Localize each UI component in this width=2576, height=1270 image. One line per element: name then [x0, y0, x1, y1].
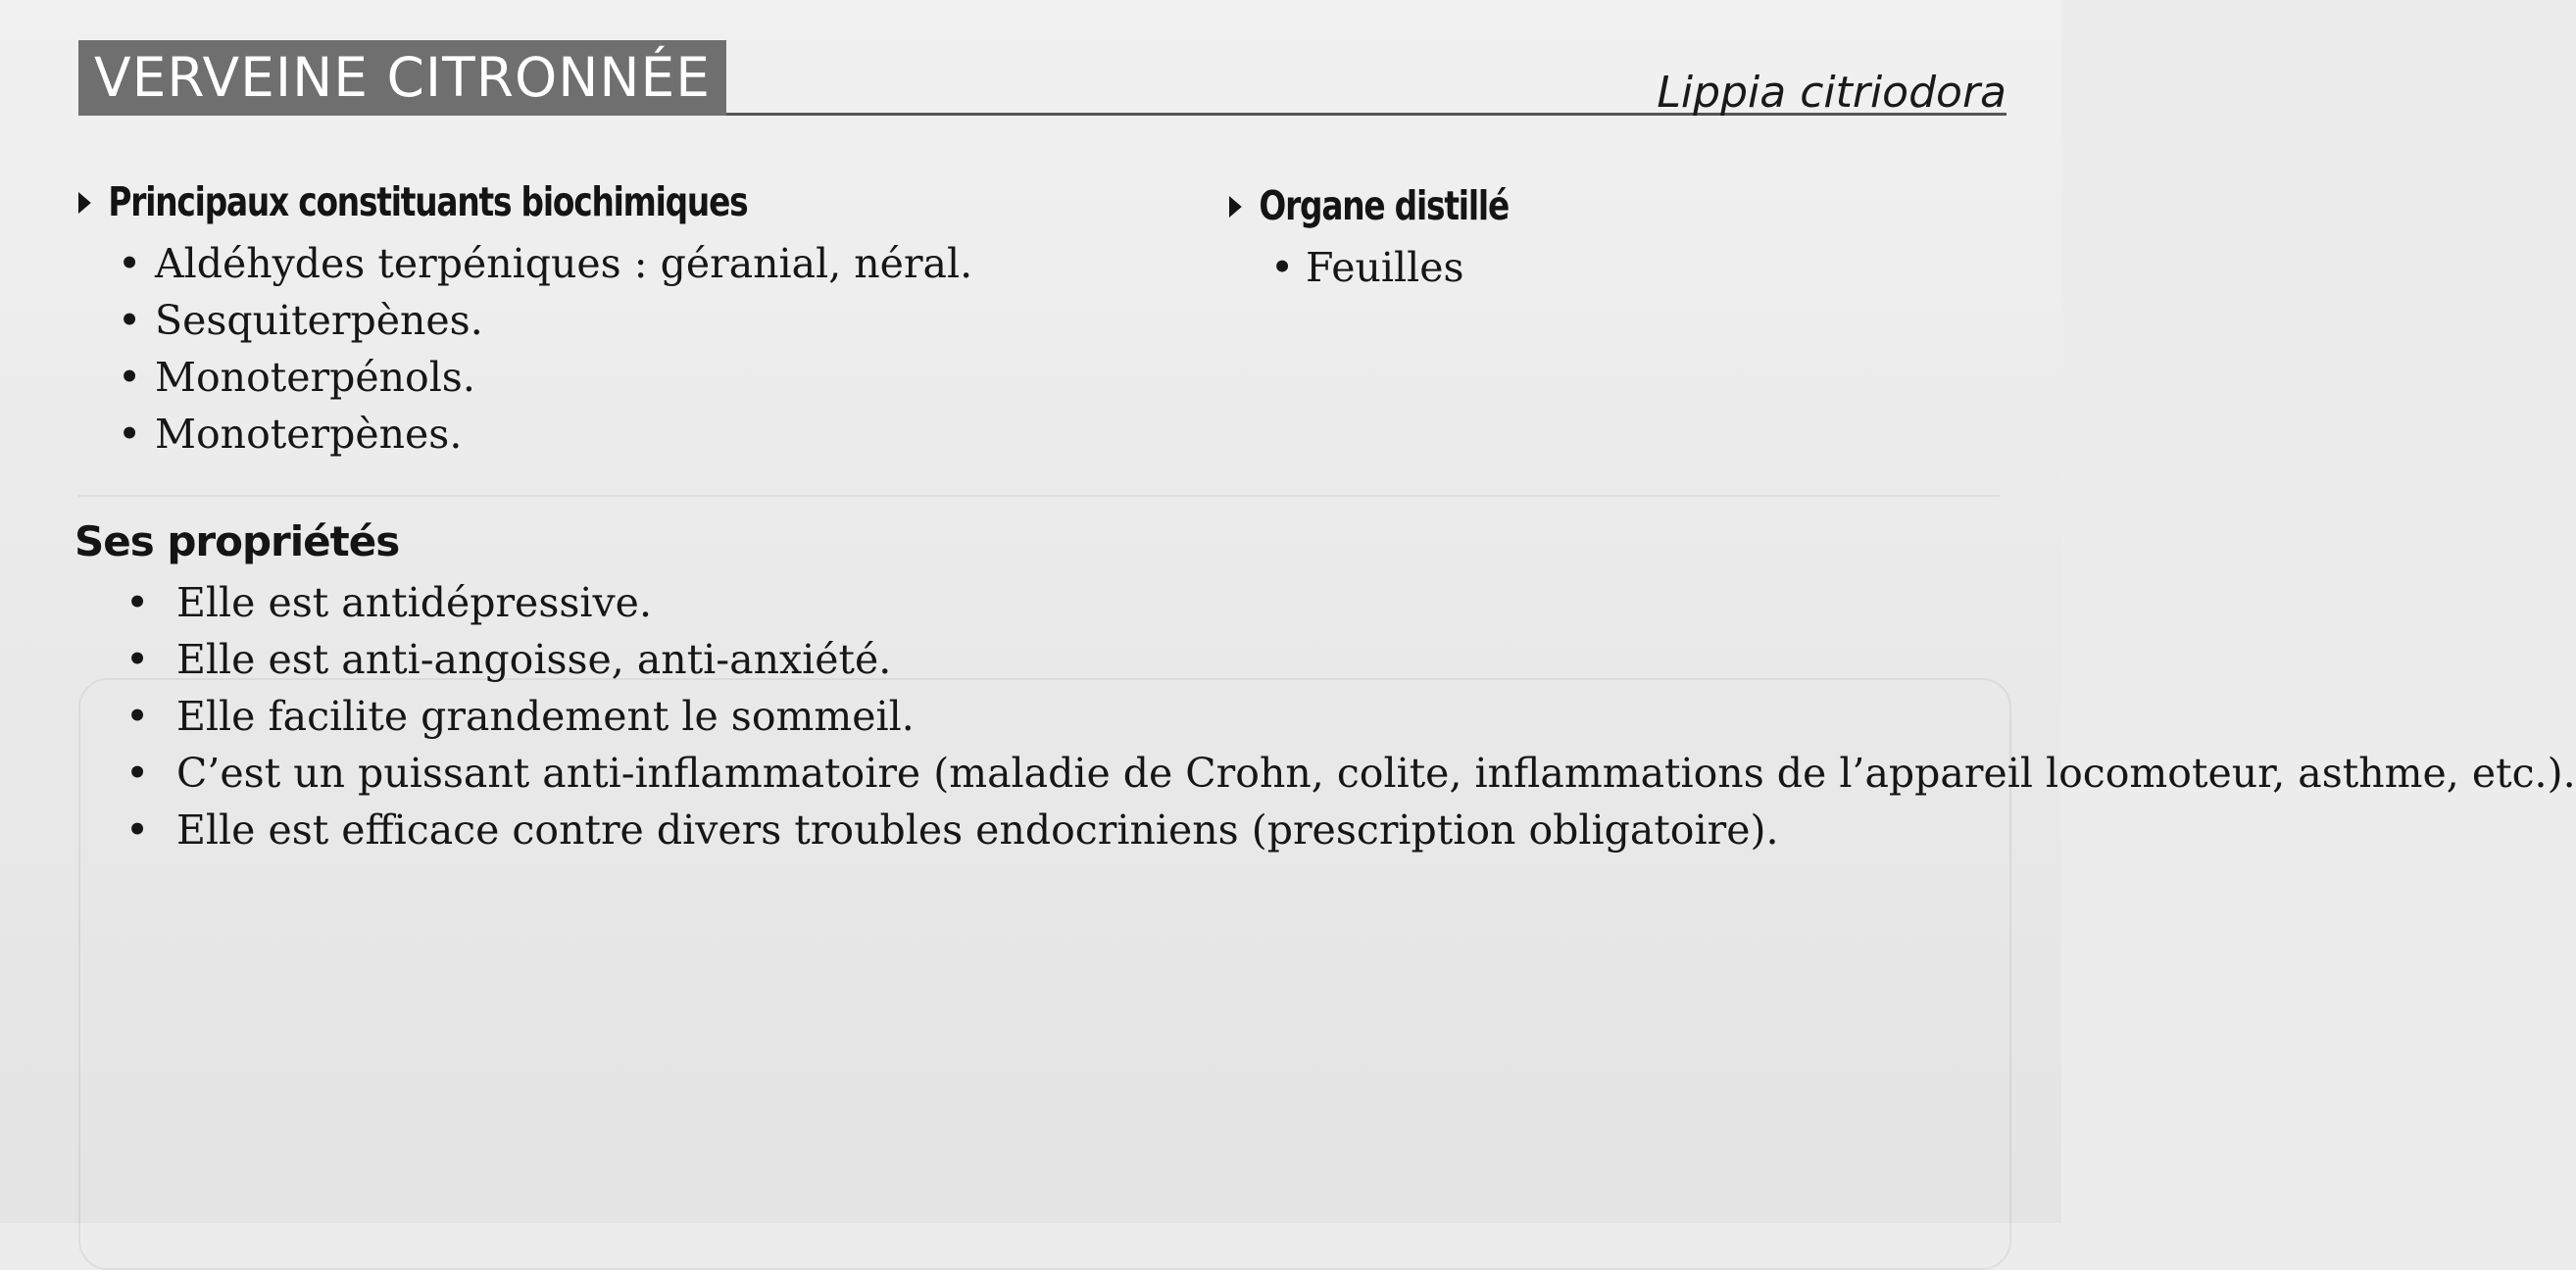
triangle-bullet-icon — [78, 192, 91, 214]
list-item-text: Feuilles — [1306, 244, 1464, 291]
bullet-icon: • — [125, 693, 150, 740]
bullet-icon: • — [125, 579, 150, 626]
list-item-text: Sesquiterpènes. — [155, 297, 483, 344]
properties-list — [125, 574, 2576, 858]
list-item-text: C’est un puissant anti-inflammatoire (maladie de Crohn, colite, inflammations de l’appareil locomoteur, asthme, etc.). — [176, 750, 2576, 797]
page-title: VERVEINE CITRONNÉE — [78, 40, 726, 116]
bullet-icon: • — [118, 354, 142, 401]
list-item-text: Elle est antidépressive. — [176, 579, 652, 626]
list-item-text: Monoterpènes. — [155, 411, 463, 458]
list-item — [118, 292, 972, 349]
list-item — [125, 802, 2007, 858]
list-item-text: Elle facilite grandement le sommeil. — [176, 693, 915, 740]
triangle-bullet-icon — [1229, 196, 1242, 218]
list-item-text: Aldéhydes terpéniques : géranial, néral. — [155, 240, 973, 287]
bullet-icon: • — [118, 411, 142, 458]
bullet-icon: • — [1270, 244, 1295, 291]
bullet-icon: • — [125, 750, 150, 797]
organ-heading-label: Organe distillé — [1259, 182, 1509, 229]
bleed-through-rule — [78, 495, 2000, 497]
list-item — [118, 406, 972, 463]
constituents-heading-label: Principaux constituants biochimiques — [108, 178, 748, 225]
list-item — [125, 745, 2576, 802]
properties-heading: Ses propriétés — [74, 517, 400, 565]
bullet-icon: • — [125, 636, 150, 683]
bullet-icon: • — [118, 240, 142, 287]
list-item-text: Monoterpénols. — [155, 354, 475, 401]
organ-heading — [1229, 182, 1509, 229]
list-item-text: Elle est anti-angoisse, anti-anxiété. — [176, 636, 892, 683]
list-item — [125, 688, 2007, 745]
list-item — [125, 574, 2007, 631]
list-item — [125, 631, 2007, 688]
list-item-text: Elle est efficace contre divers troubles endocriniens (prescription obligatoire). — [176, 806, 1779, 854]
constituents-list — [118, 235, 972, 463]
organ-list — [1270, 239, 1464, 296]
bullet-icon: • — [118, 297, 142, 344]
list-item — [118, 349, 972, 406]
bullet-icon: • — [125, 806, 150, 854]
list-item — [118, 235, 972, 292]
constituents-heading — [78, 178, 747, 225]
list-item — [1270, 239, 1464, 296]
latin-name: Lippia citriodora — [1657, 68, 2006, 118]
